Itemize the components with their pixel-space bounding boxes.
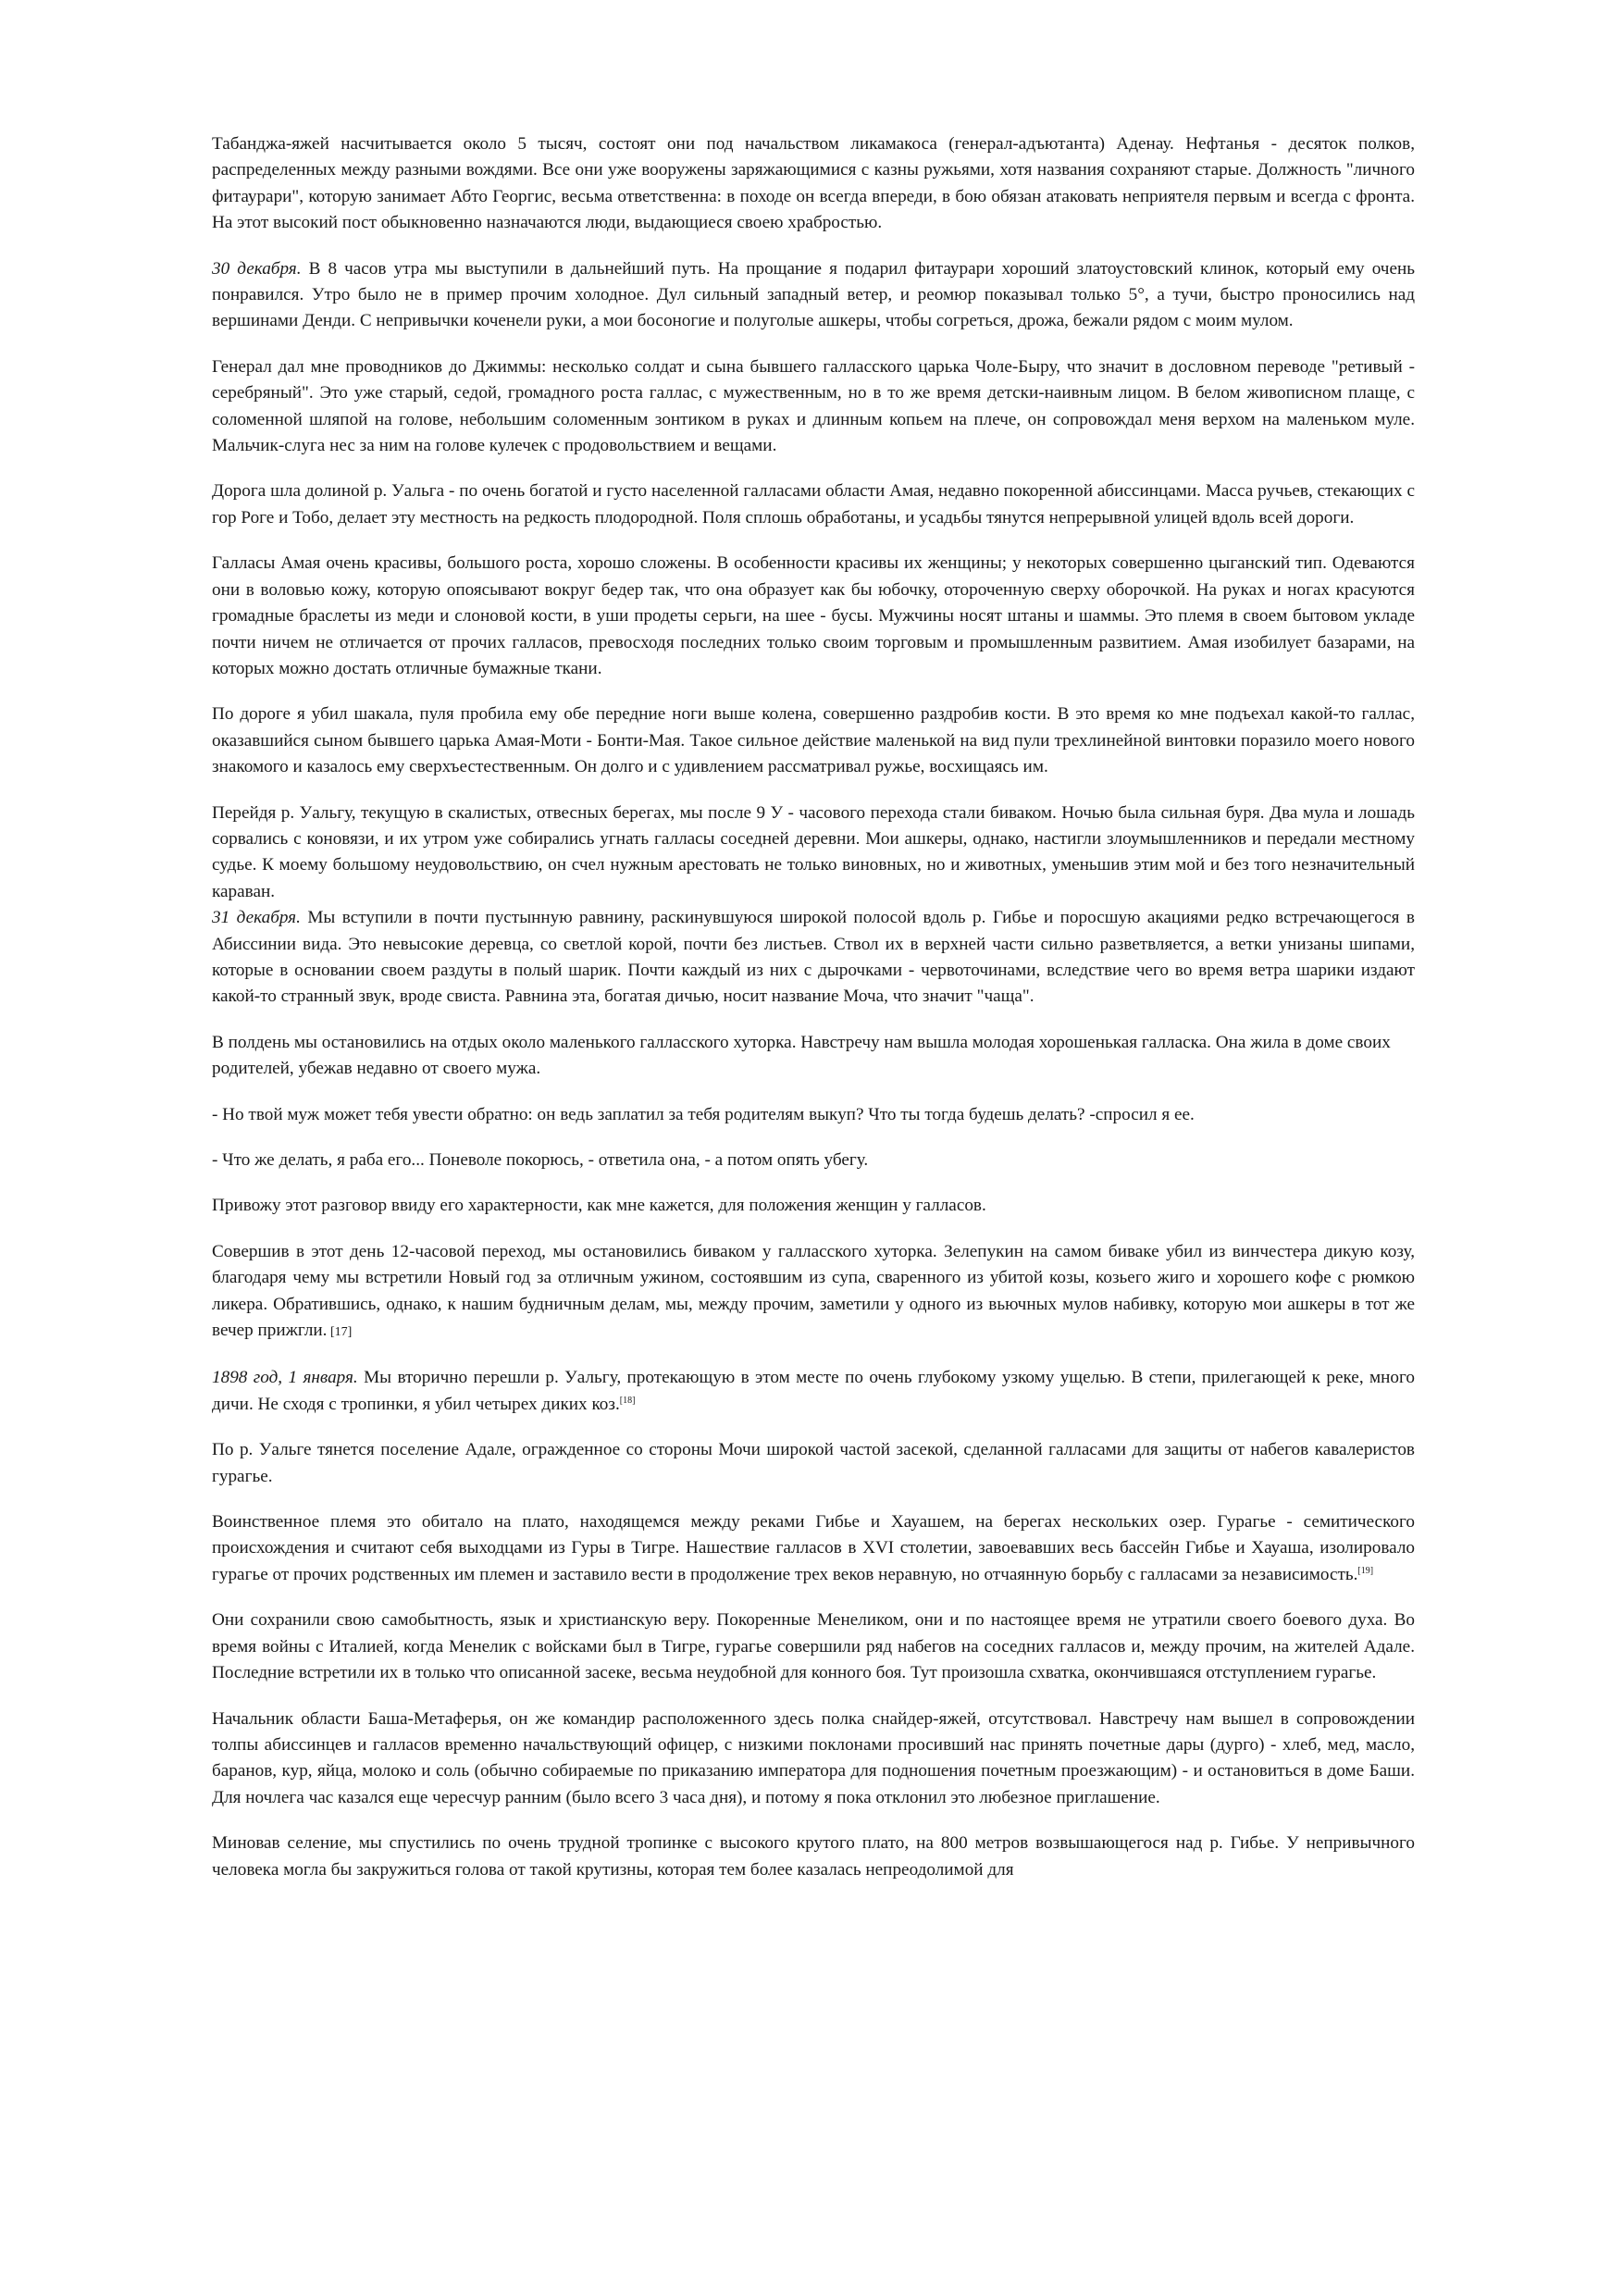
footnote-ref-19[interactable]: [19] [1357, 1565, 1374, 1576]
paragraph-17: Они сохранили свою самобытность, язык и христианскую веру. Покоренные Менеликом, они и по настоящее время не утратили своего боевого духа. Во время войны с Италией, когда Менелик с войсками был в Тигре, гурагье совершили ряд набегов на соседних галласов и, между прочим, на жителей Адале. Последние встретили их в только что описанной засеке, весьма неудобной для конного боя. Тут произошла схватка, окончившаяся отступлением гурагье. [212, 1610, 1415, 1683]
paragraph-06: По дороге я убил шакала, пуля пробила ему обе передние ноги выше колена, совершенно раздробив кости. В это время ко мне подъехал какой-то галлас, оказавшийся сыном бывшего царька Амая-Моти - Бонти-Мая. Такое сильное действие маленькой на вид пули трехлинейной винтовки поразило моего нового знакомого и казалось ему сверхъестественным. Он долго и с удивлением рассматривал ружье, восхищаясь им. [212, 704, 1415, 777]
paragraph-09: В полдень мы остановились на отдых около маленького галласского хуторка. Навстречу нам вышла молодая хорошенькая галласка. Она жила в доме своих родителей, убежав недавно от своего мужа. [212, 1032, 1391, 1079]
footnote-ref-18[interactable]: [18] [619, 1395, 636, 1406]
document-page [212, 131, 1415, 1903]
dialogue-line-1: - Но твой муж может тебя увести обратно: он ведь заплатил за тебя родителям выкуп? Что ты тогда будешь делать? -спросил я ее. [212, 1104, 1195, 1124]
entry-date: 1898 год, 1 января. [212, 1368, 358, 1388]
paragraph-05: Галласы Амая очень красивы, большого роста, хорошо сложены. В особенности красивы их женщины; у некоторых совершенно цыганский тип. Одеваются они в воловью кожу, которую опоясывают вокруг бедер так, что она образует как бы юбочку, отороченную сверху оборочкой. На руках и ногах красуются громадные браслеты из меди и слоновой кости, в уши продеты серьги, на шее - бусы. Мужчины носят штаны и шаммы. Это племя в своем бытовом укладе почти ничем не отличается от прочих галласов, превосходя последних только своим торговым и промышленным развитием. Амая изобилует базарами, на которых можно достать отличные бумажные ткани. [212, 553, 1415, 678]
paragraph-16: Воинственное племя это обитало на плато, находящемся между реками Гибье и Хауашем, на берегах нескольких озер. Гурагье - семитического происхождения и считают себя выходцами из Гуры в Тигре. Нашествие галласов в XVI столетии, завоевавших весь бассейн Гибье и Хауаша, изолировало гурагье от прочих родственных им племен и заставило вести в продолжение трех веков неравную, но отчаянную борьбу с галласами за независимость.[19] [212, 1512, 1415, 1584]
paragraph-08: 31 декабря. Мы вступили в почти пустынную равнину, раскинувшуюся широкой полосой вдоль р. Гибье и поросшую акациями редко встречающегося в Абиссинии вида. Это невысокие деревца, со светлой корой, почти без листьев. Ствол их в верхней части сильно разветвляется, а ветки унизаны шипами, которые в основании своем раздуты в полый шарик. Почти каждый из них с дырочками - червоточинами, вследствие чего во время ветра шарики издают какой-то странный звук, вроде свиста. Равнина эта, богатая дичью, носит название Моча, что значит "чаща". [212, 908, 1415, 1007]
paragraph-04: Дорога шла долиной р. Уальга - по очень богатой и густо населенной галласами области Амая, недавно покоренной абиссинцами. Масса ручьев, стекающих с гор Роге и Тобо, делает эту местность на редкость плодородной. Поля сплошь обработаны, и усадьбы тянутся непрерывной улицей вдоль всей дороги. [212, 481, 1415, 527]
paragraph-07: Перейдя р. Уальгу, текущую в скалистых, отвесных берегах, мы после 9 У - часового перехода стали биваком. Ночью была сильная буря. Два мула и лошадь сорвались с коновязи, и их утром уже собирались угнать галласы соседней деревни. Мои ашкеры, однако, настигли злоумышленников и передали местному судье. К моему большому неудовольствию, он счел нужным арестовать не только виновных, но и животных, уменьшив этим мой и без того незначительный караван. [212, 802, 1415, 901]
paragraph-15: По р. Уальге тянется поселение Адале, огражденное со стороны Мочи широкой частой засекой, сделанной галласами для защиты от набегов кавалеристов гурагье. [212, 1440, 1415, 1486]
paragraph-02: 30 декабря. В 8 часов утра мы выступили в дальнейший путь. На прощание я подарил фитаурари хороший златоустовский клинок, который ему очень понравился. Утро было не в пример прочим холодное. Дул сильный западный ветер, и реомюр показывал только 5°, а тучи, быстро проносились над вершинами Денди. С непривычки коченели руки, а мои босоногие и полуголые ашкеры, чтобы согреться, дрожа, бежали рядом с моим мулом. [212, 258, 1415, 331]
paragraph-14: 1898 год, 1 января. Мы вторично перешли р. Уальгу, протекающую в этом месте по очень глубокому узкому ущелью. В степи, прилегающей к реке, много дичи. Не сходя с тропинки, я убил четырех диких коз.[18] [212, 1368, 1415, 1414]
paragraph-18: Начальник области Баша-Метаферья, он же командир расположенного здесь полка снайдер-яжей, отсутствовал. Навстречу нам вышел в сопровождении толпы абиссинцев и галласов временно начальствующий офицер, с низкими поклонами просивший нас принять почетные дары (дурго) - хлеб, мед, масло, баранов, кур, яйца, молоко и соль (обычно собираемые по приказанию императора для подношения почетным проезжающим) - и остановиться в доме Баши. Для ночлега час казался еще чересчур ранним (было всего 3 часа дня), и потому я пока отклонил это любезное приглашение. [212, 1708, 1415, 1807]
paragraph-03: Генерал дал мне проводников до Джиммы: несколько солдат и сына бывшего галласского царька Чоле-Быру, что значит в дословном переводе "ретивый - серебряный". Это уже старый, седой, громадного роста галлас, с мужественным, но в то же время детски-наивным лицом. В белом живописном плаще, с соломенной шляпой на голове, небольшим соломенным зонтиком в руках и длинным копьем на плече, он сопровождал меня верхом на маленьком муле. Мальчик-слуга нес за ним на голове кулечек с продовольствием и вещами. [212, 356, 1415, 456]
footnote-ref-17[interactable]: [17] [327, 1325, 353, 1340]
entry-date: 30 декабря. [212, 258, 302, 279]
paragraph-01: Табанджа-яжей насчитывается около 5 тысяч, состоят они под начальством ликамакоса (генерал-адъютанта) Аденау. Нефтанья - десяток полков, распределенных между разными вождями. Все они уже вооружены заряжающимися с казны ружьями, хотя названия сохраняют старые. Должность "личного фитаурари", которую занимает Абто Георгис, весьма ответственна: в походе он всегда впереди, в бою обязан атаковать неприятеля первым и всегда с фронта. На этот высокий пост обыкновенно назначаются люди, выдающиеся своею храбростью. [212, 134, 1415, 233]
dialogue-line-2: - Что же делать, я раба его... Поневоле покорюсь, - ответила она, - а потом опять убегу. [212, 1150, 869, 1170]
entry-date: 31 декабря. [212, 908, 301, 928]
paragraph-19: Миновав селение, мы спустились по очень трудной тропинке с высокого крутого плато, на 800 метров возвышающегося над р. Гибье. У непривычного человека могла бы закружиться голова от такой крутизны, которая тем более казалась непреодолимой для [212, 1833, 1415, 1880]
paragraph-12: Привожу этот разговор ввиду его характерности, как мне кажется, для положения женщин у галласов. [212, 1196, 986, 1216]
paragraph-13: Совершив в этот день 12-часовой переход, мы остановились биваком у галласского хуторка. Зелепукин на самом биваке убил из винчестера дикую козу, благодаря чему мы встретили Новый год за отличным ужином, состоявшим из супа, сваренного из убитой козы, козьего жиго и хорошего кофе с рюмкою ликера. Обратившись, однако, к нашим будничным делам, мы, между прочим, заметили у одного из вьючных мулов набивку, которую мои ашкеры в тот же вечер прижгли. [17] [212, 1241, 1415, 1341]
